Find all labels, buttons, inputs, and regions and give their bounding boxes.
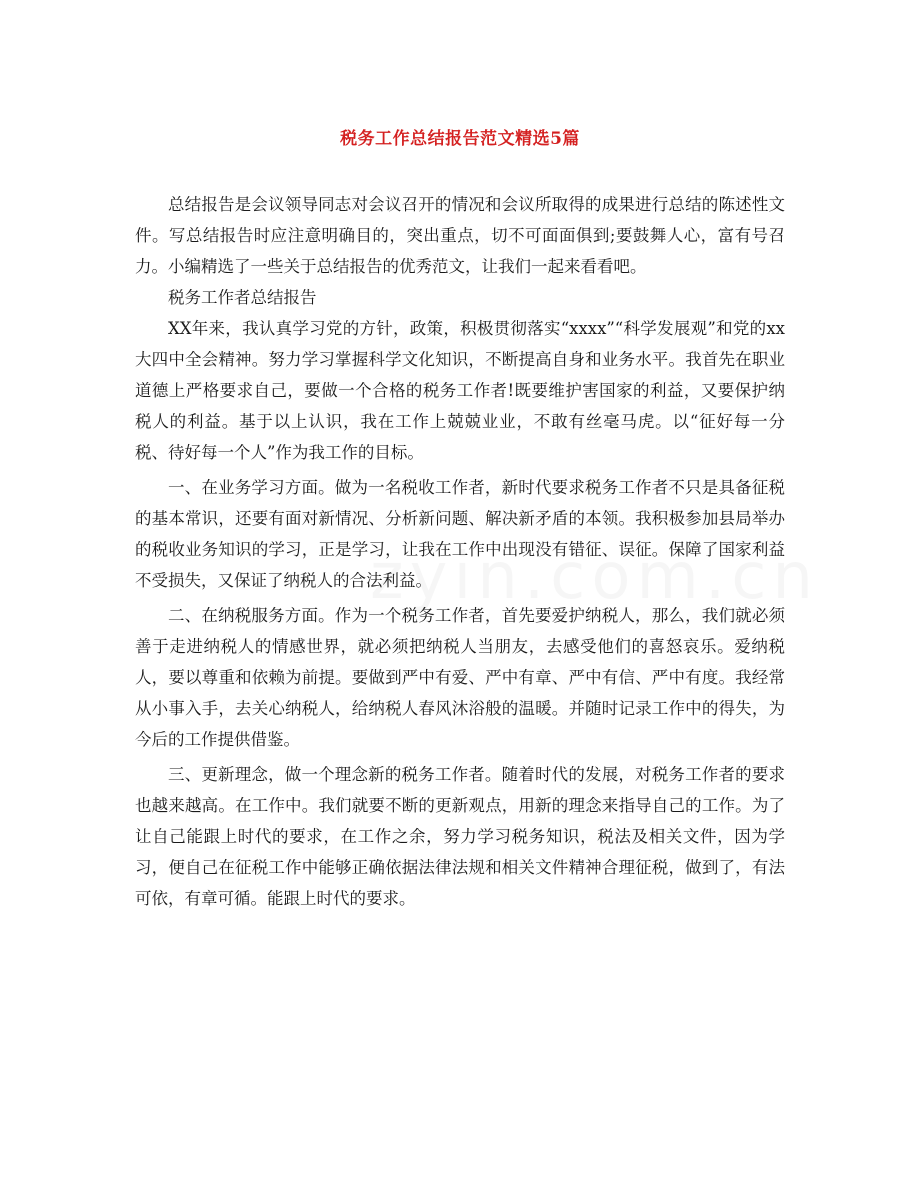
body-paragraph: 二、在纳税服务方面。作为一个税务工作者，首先要爱护纳税人，那么，我们就必须善于走进纳税人的情感世界，就必须把纳税人当朋友，去感受他们的喜怒哀乐。爱纳税人，要以尊重和依赖为前提。要做到严中有爱、严中有章、严中有信、严中有度。我经常从小事入手，去关心纳税人，给纳税人春风沐浴般的温暖。并随时记录工作中的得失，为今后的工作提供借鉴。 (135, 606, 785, 749)
body-paragraph: XX年来，我认真学习党的方针，政策，积极贯彻落实“xxxx”“科学发展观”和党的xx大四中全会精神。努力学习掌握科学文化知识，不断提高自身和业务水平。我首先在职业道德上严格要求自己，要做一个合格的税务工作者!既要维护害国家的利益，又要保护纳税人的利益。基于以上认识，我在工作上兢兢业业，不敢有丝毫马虎。以“征好每一分税、待好每一个人”作为我工作的目标。 (135, 319, 785, 462)
body-paragraph: 三、更新理念，做一个理念新的税务工作者。随着时代的发展，对税务工作者的要求也越来越高。在工作中。我们就要不断的更新观点，用新的理念来指导自己的工作。为了让自己能跟上时代的要求，在工作之余，努力学习税务知识，税法及相关文件，因为学习，便自己在征税工作中能够正确依据法律法规和相关文件精神合理征税，做到了，有法可依，有章可循。能跟上时代的要求。 (135, 765, 785, 908)
intro-paragraph: 总结报告是会议领导同志对会议召开的情况和会议所取得的成果进行总结的陈述性文件。写总结报告时应注意明确目的，突出重点，切不可面面俱到;要鼓舞人心，富有号召力。小编精选了一些关于总结报告的优秀范文，让我们一起来看看吧。 (135, 195, 785, 276)
body-paragraph: 一、在业务学习方面。做为一名税收工作者，新时代要求税务工作者不只是具备征税的基本常识，还要有面对新情况、分析新问题、解决新矛盾的本领。我积极参加县局举办的税收业务知识的学习，正是学习，让我在工作中出现没有错征、误征。保障了国家利益不受损失，又保证了纳税人的合法利益。 (135, 478, 785, 590)
section-heading: 税务工作者总结报告 (168, 288, 317, 307)
document-title: 税务工作总结报告范文精选5篇 (340, 129, 580, 149)
document-body (135, 189, 785, 914)
